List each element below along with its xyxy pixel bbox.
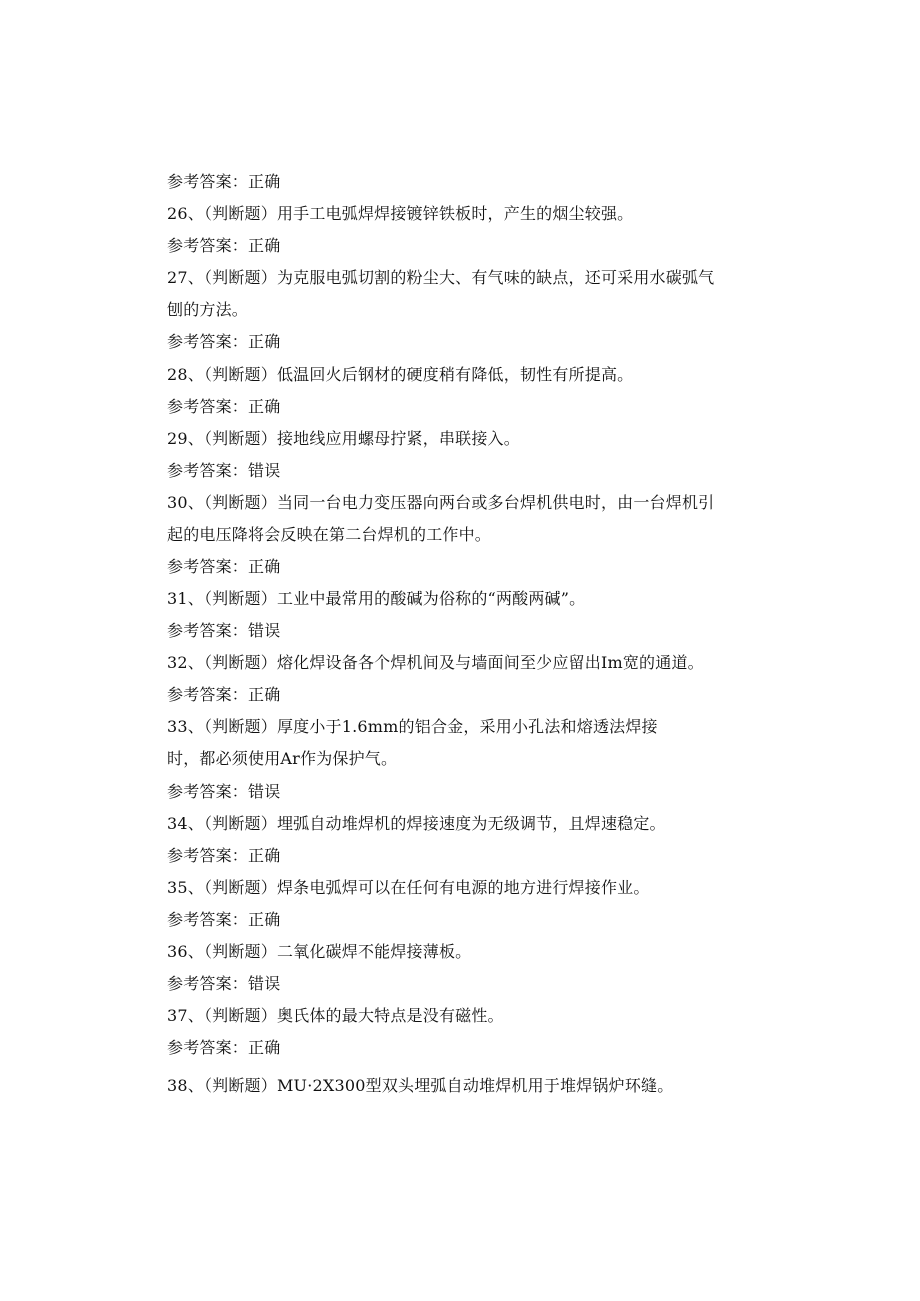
question-33-line-1: 33、（判断题）厚度小于1.6mm的铝合金，采用小孔法和熔透法焊接 [167,717,658,736]
answer-37: 参考答案：正确 [167,1038,281,1057]
answer-34: 参考答案：正确 [167,846,281,865]
answer-33: 参考答案：错误 [167,782,281,801]
question-29: 29、（判断题）接地线应用螺母拧紧，串联接入。 [167,429,520,448]
question-28: 28、（判断题）低温回火后钢材的硬度稍有降低，韧性有所提高。 [167,365,634,384]
answer-31: 参考答案：错误 [167,621,281,640]
answer-29: 参考答案：错误 [167,461,281,480]
answer-36: 参考答案：错误 [167,974,281,993]
question-26: 26、（判断题）用手工电弧焊焊接镀锌铁板时，产生的烟尘较强。 [167,204,634,223]
question-33-line-2: 时，都必须使用Ar作为保护气。 [167,749,398,768]
question-38: 38、（判断题）MU·2X300型双头埋弧自动堆焊机用于堆焊锅炉环缝。 [167,1076,674,1095]
question-27-line-1: 27、（判断题）为克服电弧切割的粉尘大、有气味的缺点，还可采用水碳弧气 [167,268,715,287]
answer-35: 参考答案：正确 [167,910,281,929]
answer-30: 参考答案：正确 [167,557,281,576]
question-34: 34、（判断题）埋弧自动堆焊机的焊接速度为无级调节，且焊速稳定。 [167,814,666,833]
answer-26: 参考答案：正确 [167,236,281,255]
question-30-line-1: 30、（判断题）当同一台电力变压器向两台或多台焊机供电时，由一台焊机引 [167,493,715,512]
question-30-line-2: 起的电压降将会反映在第二台焊机的工作中。 [167,525,492,544]
answer-25: 参考答案：正确 [167,172,281,191]
question-35: 35、（判断题）焊条电弧焊可以在任何有电源的地方进行焊接作业。 [167,878,650,897]
question-37: 37、（判断题）奥氏体的最大特点是没有磁性。 [167,1006,504,1025]
answer-32: 参考答案：正确 [167,685,281,704]
question-36: 36、（判断题）二氧化碳焊不能焊接薄板。 [167,942,472,961]
question-27-line-2: 刨的方法。 [167,300,249,319]
question-32: 32、（判断题）熔化焊设备各个焊机间及与墙面间至少应留出Im宽的通道。 [167,653,704,672]
question-31: 31、（判断题）工业中最常用的酸碱为俗称的“两酸两碱”。 [167,589,586,608]
answer-28: 参考答案：正确 [167,397,281,416]
answer-27: 参考答案：正确 [167,332,281,351]
